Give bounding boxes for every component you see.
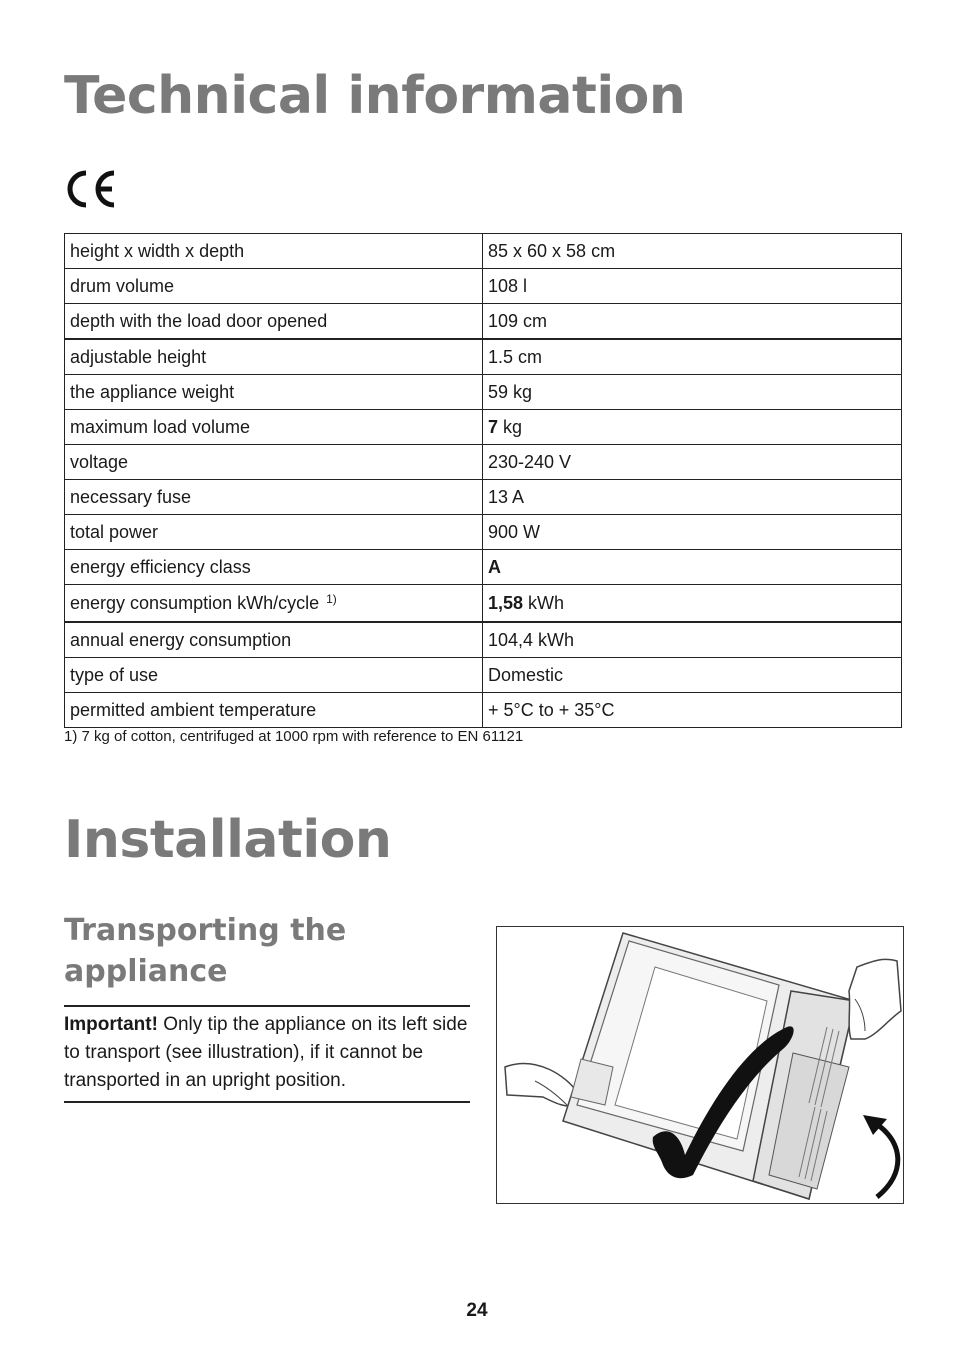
- spec-value: Domestic: [483, 658, 902, 693]
- spec-value-unit: kg: [498, 416, 523, 437]
- spec-label-text: energy consumption kWh/cycle: [70, 593, 325, 613]
- spec-label: permitted ambient temperature: [65, 693, 483, 728]
- curved-arrow-icon: [863, 1115, 898, 1197]
- spec-label: drum volume: [65, 269, 483, 304]
- spec-value: [483, 585, 902, 623]
- spec-value-bold: 1,58: [488, 592, 524, 613]
- table-footnote: 1) 7 kg of cotton, centrifuged at 1000 rpm with reference to EN 61121: [64, 728, 524, 745]
- divider: [64, 1101, 470, 1103]
- spec-value: [483, 410, 902, 445]
- spec-value-bold: A: [488, 556, 501, 577]
- spec-value: + 5°C to + 35°C: [483, 693, 902, 728]
- spec-value-bold: 7: [488, 416, 499, 437]
- table-row: [65, 304, 902, 340]
- spec-label: annual energy consumption: [65, 622, 483, 658]
- spec-value: 13 A: [483, 480, 902, 515]
- spec-value: [483, 550, 902, 585]
- spec-value: 104,4 kWh: [483, 622, 902, 658]
- spec-label: [65, 585, 483, 623]
- spec-label: adjustable height: [65, 339, 483, 375]
- spec-value: 109 cm: [483, 304, 902, 340]
- footnote-reference: 1): [326, 592, 337, 606]
- spec-label: type of use: [65, 658, 483, 693]
- table-row: [65, 622, 902, 658]
- important-notice: [64, 1011, 474, 1095]
- table-row: [65, 658, 902, 693]
- specifications-table: [64, 233, 902, 728]
- spec-value: 59 kg: [483, 375, 902, 410]
- installation-title: Installation: [64, 810, 392, 870]
- tipped-appliance-drawing: [497, 927, 904, 1204]
- spec-value: 108 l: [483, 269, 902, 304]
- spec-label: height x width x depth: [65, 234, 483, 269]
- important-label: Important!: [64, 1014, 158, 1035]
- spec-label: necessary fuse: [65, 480, 483, 515]
- page-number: 24: [466, 1300, 488, 1321]
- spec-value-unit: kWh: [523, 592, 565, 613]
- technical-information-title: Technical information: [64, 66, 686, 126]
- spec-value: 230-240 V: [483, 445, 902, 480]
- spec-value: 900 W: [483, 515, 902, 550]
- spec-label: voltage: [65, 445, 483, 480]
- spec-label: the appliance weight: [65, 375, 483, 410]
- spec-value: 1.5 cm: [483, 339, 902, 375]
- ce-mark-icon: [64, 170, 118, 208]
- table-row: [65, 410, 902, 445]
- important-text: Only tip the appliance on its left side to transport (see illustration), if it cannot be transported in an upright position.: [64, 1014, 468, 1091]
- spec-value: 85 x 60 x 58 cm: [483, 234, 902, 269]
- spec-label: energy efficiency class: [65, 550, 483, 585]
- transport-illustration: [496, 926, 904, 1204]
- table-row: [65, 515, 902, 550]
- spec-label: maximum load volume: [65, 410, 483, 445]
- table-row: [65, 445, 902, 480]
- table-row: [65, 585, 902, 623]
- table-row: [65, 550, 902, 585]
- table-row: [65, 480, 902, 515]
- table-row: [65, 375, 902, 410]
- table-row: [65, 339, 902, 375]
- spec-label: total power: [65, 515, 483, 550]
- table-row: [65, 269, 902, 304]
- transporting-heading: Transporting the appliance: [64, 913, 347, 989]
- spec-label: depth with the load door opened: [65, 304, 483, 340]
- table-row: [65, 693, 902, 728]
- table-row: [65, 234, 902, 269]
- divider: [64, 1005, 470, 1007]
